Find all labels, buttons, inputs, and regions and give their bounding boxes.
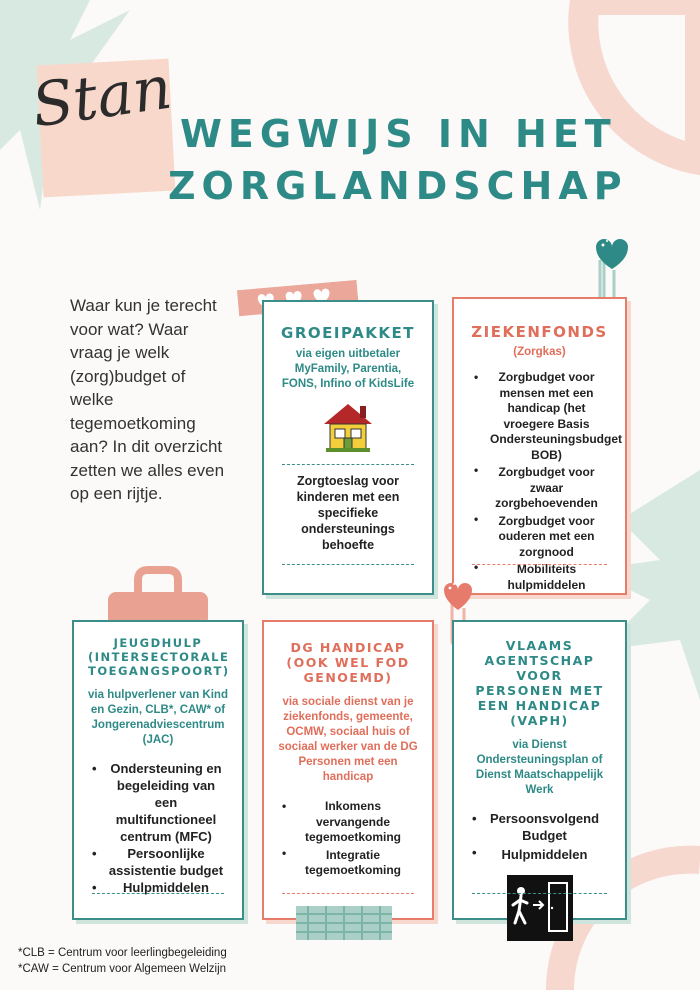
list-item: • Persoonlijke assistentie budget xyxy=(82,845,234,879)
list-item: • Zorgbudget voor ouderen met een zorgnood xyxy=(464,512,615,561)
card-title: JEUGDHULP (INTERSECTORALE TOEGANGSPOORT) xyxy=(88,636,230,678)
clip-icon xyxy=(108,566,208,628)
list-item: • Hulpmiddelen xyxy=(82,879,234,896)
footnote-caw: *CAW = Centrum voor Algemeen Welzijn xyxy=(18,963,227,975)
divider xyxy=(282,564,414,565)
benefit-list xyxy=(272,799,424,879)
card-title: ZIEKENFONDS xyxy=(471,323,608,341)
divider xyxy=(92,893,224,894)
list-item: • Ondersteuning en begeleiding van een multifunctioneel centrum (MFC) xyxy=(82,760,234,845)
card-dg-handicap xyxy=(262,620,434,920)
page-title xyxy=(168,108,700,212)
card-groeipakket xyxy=(262,300,434,595)
card-subtitle: via hulpverlener van Kind en Gezin, CLB*, CAW* of Jongerenadviescentrum (JAC) xyxy=(88,689,228,746)
washi-tape-plaid xyxy=(296,906,392,940)
house-icon xyxy=(320,398,376,454)
benefit-list xyxy=(82,760,234,896)
exit-door-icon xyxy=(507,875,573,941)
card-title: VLAAMS AGENTSCHAP VOOR PERSONEN MET EEN HANDICAP (VAPH) xyxy=(475,638,604,728)
list-item: • Zorgbudget voor zwaar zorgbehoevenden xyxy=(464,463,615,512)
list-item: • Persoonsvolgend Budget xyxy=(462,810,617,844)
card-ziekenfonds xyxy=(452,297,627,595)
card-title: DG HANDICAP (OOK WEL FOD GENOEMD) xyxy=(286,640,410,685)
divider xyxy=(472,564,607,565)
footnote-clb: *CLB = Centrum voor leerlingbegeleiding xyxy=(18,947,227,959)
card-vaph xyxy=(452,620,627,920)
list-item: • Inkomens vervangende tegemoetkoming xyxy=(272,799,424,846)
list-item: • Mobiliteits hulpmiddelen xyxy=(464,560,615,593)
benefit-list xyxy=(462,810,617,863)
list-item: • Integratie tegemoetkoming xyxy=(272,846,424,879)
intro-text: Waar kun je terecht voor wat? Waar vraag je welk (zorg)budget of welke tegemoetkoming aan? In dit overzicht zetten we alles even op een rijtje. xyxy=(70,296,225,503)
card-subtitle: via eigen uitbetaler MyFamily, Parentia, FONS, Infino of KidsLife xyxy=(281,348,415,390)
stan-logo: Stan xyxy=(27,52,176,142)
card-title: GROEIPAKKET xyxy=(281,324,415,342)
card-subtitle: via sociale dienst van je ziekenfonds, gemeente, OCMW, sociaal huis of sociaal werker van de DG Personen met een handicap xyxy=(278,696,418,783)
divider xyxy=(472,893,607,894)
card-body: Zorgtoeslag voor kinderen met een specifieke ondersteunings behoefte xyxy=(296,474,400,552)
title-line-2: ZORGLANDSCHAP xyxy=(168,164,628,208)
card-subtitle: (Zorgkas) xyxy=(513,346,566,358)
title-line-1: WEGWIJS IN HET xyxy=(180,112,617,156)
card-subtitle: via Dienst Ondersteuningsplan of Dienst Maatschappelijk Werk xyxy=(475,739,604,796)
divider xyxy=(282,464,414,465)
card-jeugdhulp xyxy=(72,620,244,920)
benefit-list xyxy=(464,370,622,593)
list-item: • Hulpmiddelen xyxy=(462,844,617,863)
divider xyxy=(282,893,414,894)
list-item: • Zorgbudget voor mensen met een handicap (het vroegere Basis Ondersteuningsbudget BOB) xyxy=(464,370,615,463)
